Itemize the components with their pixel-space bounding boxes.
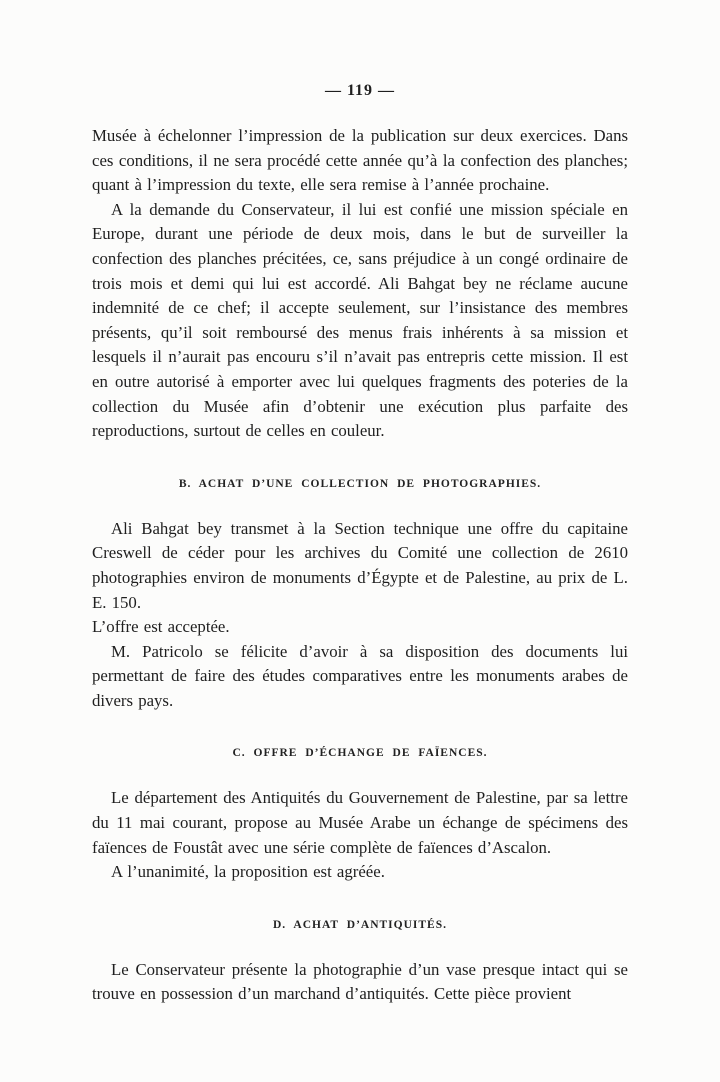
paragraph-offer-accepted: L’offre est acceptée. xyxy=(92,617,230,637)
paragraph-proposition-agreed: A l’unanimité, la proposition est agréée. xyxy=(111,862,385,882)
page-number: — 119 — xyxy=(324,82,396,99)
paragraph-conservator-mission: A la demande du Conservateur, il lui est confié une mission spéciale en Europe, durant une période de deux mois, dans le but de surveiller la confection des planches précitées, ce, sans préjudice à un congé ordinaire de trois mois et demi qui lui est accordé. Ali Bahgat bey ne réclame aucune indemnité de ce chef; il accepte seulement, sur l’insistance des membres présents, qu’il soit remboursé des menus frais inhérents à sa mission et lesquels il n’aurait pas encouru s’il n’avait pas entrepris cette mission. Il est en outre autorisé à emporter avec lui quelques fragments des poteries de la collection du Musée afin d’obtenir une exécution plus parfaite des reproductions, surtout de celles en couleur. xyxy=(92,199,628,441)
paragraph-publication-schedule: Musée à échelonner l’impression de la publication sur deux exercices. Dans ces conditions, il ne sera procédé cette année qu’à la confection des planches; quant à l’impression du texte, elle sera remise à l’année prochaine. xyxy=(92,126,628,195)
paragraph-vase-purchase: Le Conservateur présente la photographie d’un vase presque intact qui se trouve en possession d’un marchand d’antiquités. Cette pièce provient xyxy=(92,959,628,1004)
section-c-heading: C. OFFRE D’ÉCHANGE DE FAÏENCES. xyxy=(232,747,488,760)
section-d-heading: D. ACHAT D’ANTIQUITÉS. xyxy=(273,918,447,931)
section-b-heading: B. ACHAT D’UNE COLLECTION DE PHOTOGRAPHIES. xyxy=(178,477,542,490)
paragraph-faience-exchange: Le département des Antiquités du Gouvernement de Palestine, par sa lettre du 11 mai courant, propose au Musée Arabe un échange de spécimens des faïences de Foustât avec une série complète de faïences d’Ascalon. xyxy=(92,788,628,857)
paragraph-patricolo-remark: M. Patricolo se félicite d’avoir à sa disposition des documents lui permettant de faire des études comparatives entre les monuments arabes de divers pays. xyxy=(92,641,628,710)
text-block xyxy=(92,124,628,1007)
paragraph-photographs-offer: Ali Bahgat bey transmet à la Section technique une offre du capitaine Creswell de céder pour les archives du Comité une collection de 2610 photographies environ de monuments d’Égypte et de Palestine, au prix de L. E. 150. xyxy=(92,518,628,612)
